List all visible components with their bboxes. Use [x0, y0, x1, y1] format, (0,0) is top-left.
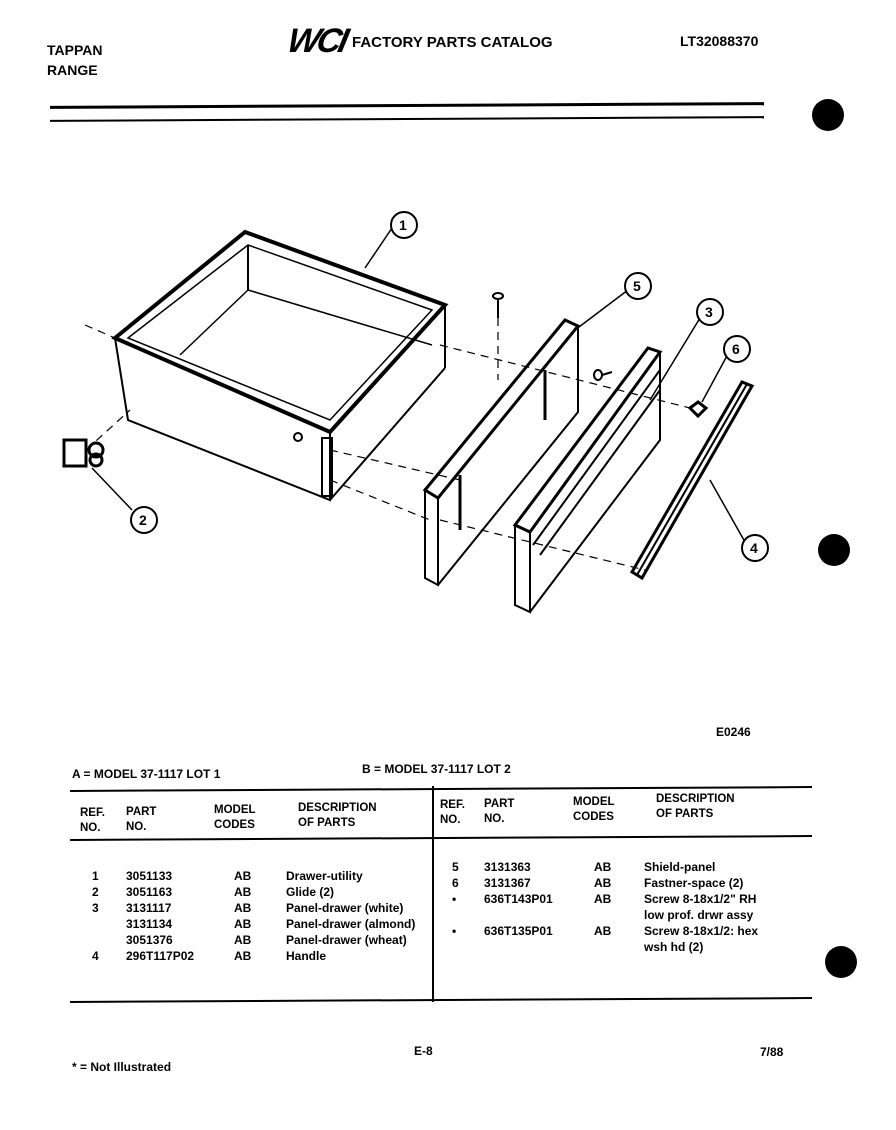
- cell-part: 3131117: [126, 901, 172, 915]
- wci-logo: WCI: [284, 22, 350, 60]
- cell-ref: 1: [92, 869, 99, 883]
- cell-codes: AB: [234, 869, 252, 883]
- cell-desc: Glide (2): [286, 885, 335, 899]
- table-row: [80, 916, 430, 932]
- page-number: E-8: [414, 1044, 433, 1058]
- cell-desc: Panel-drawer (almond): [286, 917, 416, 931]
- table-row: [80, 900, 430, 916]
- header-desc: DESCRIPTION OF PARTS: [656, 793, 735, 820]
- table-row: [80, 948, 430, 964]
- cell-part: 296T117P02: [126, 949, 195, 963]
- cell-ref: 2: [92, 885, 99, 899]
- cell-ref: 3: [92, 901, 99, 915]
- cell-ref: •: [452, 924, 457, 938]
- callout-3: [697, 299, 723, 325]
- cell-desc: Screw 8-18x1/2: hex: [644, 924, 759, 938]
- revision-date: 7/88: [760, 1045, 784, 1059]
- cell-desc: Shield-panel: [644, 860, 716, 874]
- cell-part: 3131134: [126, 917, 173, 931]
- cell-desc: Panel-drawer (wheat): [286, 933, 407, 947]
- cell-desc: Handle: [286, 949, 327, 963]
- model-b-label: B = MODEL 37-1117 LOT 2: [362, 762, 511, 776]
- cell-codes: AB: [234, 885, 252, 899]
- parts-table-right: [440, 859, 810, 955]
- cell-part: 3131367: [484, 876, 531, 890]
- callout-4: [742, 535, 768, 561]
- cell-codes: AB: [234, 917, 252, 931]
- cell-codes: AB: [594, 892, 612, 906]
- cell-desc: Fastner-space (2): [644, 876, 744, 890]
- cell-ref: 4: [92, 949, 99, 963]
- cell-part: 636T135P01: [484, 924, 553, 938]
- cell-desc2: low prof. drwr assy: [644, 908, 754, 922]
- cell-ref: 6: [452, 876, 459, 890]
- table-bottom-rule: [70, 997, 812, 1002]
- brand-name: TAPPAN: [47, 42, 103, 58]
- catalog-title: FACTORY PARTS CATALOG: [352, 34, 553, 51]
- callout-2: [131, 507, 157, 533]
- svg-text:6: 6: [732, 341, 740, 357]
- cell-part: 3051163: [126, 885, 173, 899]
- cell-desc2: wsh hd (2): [644, 940, 704, 954]
- header-ref: REF. NO.: [440, 799, 465, 826]
- header-part: PART NO.: [484, 798, 515, 825]
- not-illustrated-legend: * = Not Illustrated: [72, 1060, 172, 1074]
- cell-desc: Panel-drawer (white): [286, 901, 404, 915]
- cell-codes: AB: [594, 876, 612, 890]
- cell-ref: 5: [452, 860, 459, 874]
- fastener-part: [690, 402, 706, 416]
- cell-part: 3051133: [126, 869, 173, 883]
- cell-ref: •: [452, 892, 457, 906]
- table-divider: [432, 786, 434, 1002]
- table-row: [440, 923, 810, 955]
- cell-codes: AB: [234, 901, 252, 915]
- svg-text:2: 2: [139, 512, 147, 528]
- table-row: [440, 891, 810, 923]
- figure-code: E0246: [716, 725, 751, 739]
- shield-panel-part: [425, 320, 578, 585]
- cell-codes: AB: [234, 933, 252, 947]
- cell-part: 3131363: [484, 860, 531, 874]
- header-desc: DESCRIPTION OF PARTS: [298, 802, 377, 829]
- header-ref: REF. NO.: [80, 807, 105, 834]
- cell-codes: AB: [594, 860, 612, 874]
- table-row: [440, 859, 810, 875]
- svg-text:5: 5: [633, 278, 641, 294]
- product-type: RANGE: [47, 62, 98, 78]
- callout-1: [391, 212, 417, 238]
- table-row: [80, 884, 430, 900]
- svg-text:3: 3: [705, 304, 713, 320]
- parts-table-left: [80, 868, 430, 964]
- table-row: [440, 875, 810, 891]
- model-a-label: A = MODEL 37-1117 LOT 1: [72, 767, 221, 781]
- svg-text:4: 4: [750, 540, 758, 556]
- header-codes: MODEL CODES: [573, 796, 615, 823]
- cell-part: 636T143P01: [484, 892, 553, 906]
- table-row: [80, 868, 430, 884]
- callout-6: [724, 336, 750, 362]
- cell-codes: AB: [234, 949, 252, 963]
- cell-desc: Drawer-utility: [286, 869, 363, 883]
- cell-part: 3051376: [126, 933, 173, 947]
- glide-part: [64, 440, 103, 466]
- drawer-part: [115, 232, 445, 500]
- table-row: [80, 932, 430, 948]
- table-header-rule: [70, 835, 812, 840]
- cell-codes: AB: [594, 924, 612, 938]
- cell-desc: Screw 8-18x1/2" RH: [644, 892, 757, 906]
- binder-hole: [825, 946, 857, 978]
- header-codes: MODEL CODES: [214, 804, 256, 831]
- svg-text:1: 1: [399, 217, 407, 233]
- callout-5: [625, 273, 651, 299]
- header-part: PART NO.: [126, 806, 157, 833]
- catalog-number: LT32088370: [680, 33, 759, 49]
